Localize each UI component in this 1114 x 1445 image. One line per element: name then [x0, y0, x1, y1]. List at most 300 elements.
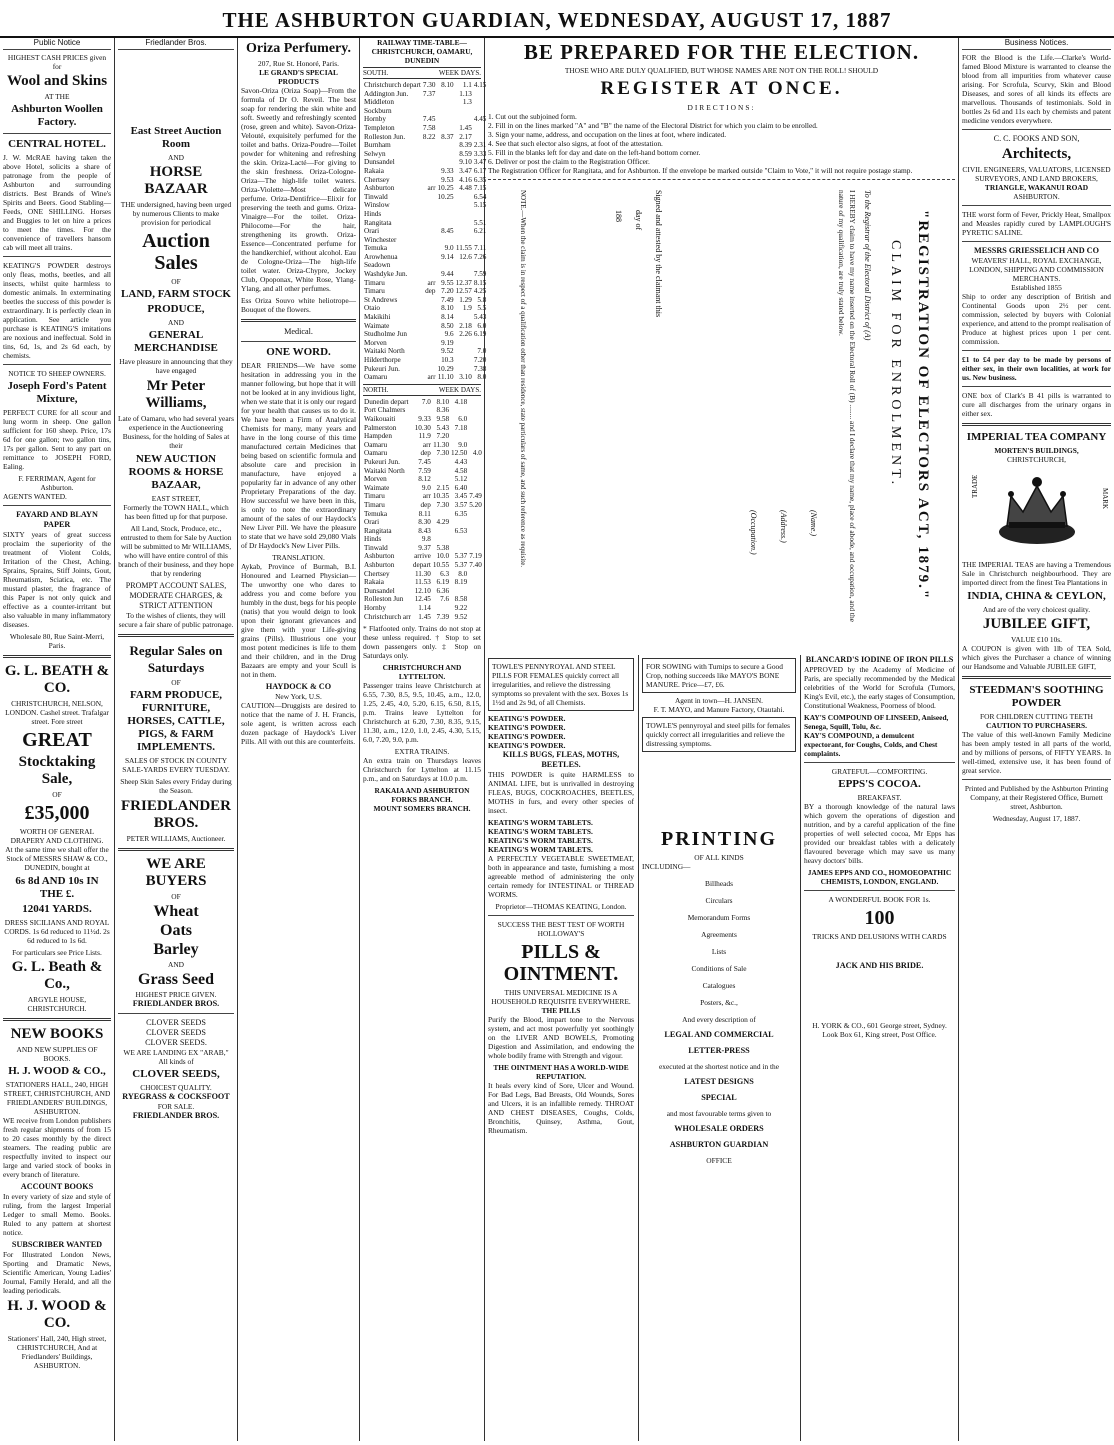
departure-time: 9.55 — [441, 278, 454, 287]
departure-time: 6.17 — [473, 166, 487, 175]
departure-time: 11.30 — [414, 569, 431, 578]
blancard-title: BLANCARD'S IODINE OF IRON PILLS — [805, 655, 954, 664]
epps-title: EPPS'S COCOA. — [838, 778, 921, 790]
griess-name: MESSRS GRIESSELICH AND CO — [974, 246, 1099, 255]
timetable-row — [363, 107, 487, 116]
divider — [962, 129, 1111, 130]
sheep-agent: F. FERRIMAN, Agent for Ashburton. — [18, 474, 96, 492]
buyers-firm: FRIEDLANDER BROS. — [132, 999, 220, 1008]
departure-time — [422, 141, 437, 150]
station-name: Ashburton — [364, 184, 395, 193]
oriza-addr: 207, Rue St. Honoré, Paris. — [258, 59, 339, 68]
station-name: Oamaru — [364, 373, 388, 382]
printing-special: SPECIAL — [701, 1093, 737, 1102]
worm-1: KEATING'S WORM TABLETS. — [488, 818, 593, 827]
wool-title: Wool and Skins — [6, 73, 108, 89]
departure-time: 4.45 — [473, 115, 487, 124]
departure-time: arr — [422, 440, 431, 449]
departure-time: 9.44 — [441, 270, 454, 279]
departure-time: 9.19 — [441, 338, 454, 347]
timetable-row — [363, 227, 487, 236]
departure-time: 9.53 — [441, 175, 454, 184]
station-name: Waimate — [364, 483, 390, 492]
departure-time — [455, 193, 473, 202]
departure-time — [422, 167, 437, 176]
station-name: Templeton — [364, 123, 395, 132]
tricks-title: TRICKS AND DELUSIONS WITH CARDS — [812, 932, 947, 941]
departure-time — [455, 210, 473, 219]
departure-time: 8.58 — [454, 595, 468, 604]
station-name: Middleton — [364, 98, 394, 107]
departure-time: 2.18 — [459, 321, 472, 330]
station-name: Pukeuri Jun. — [364, 457, 400, 466]
printing-title: PRINTING — [660, 828, 777, 850]
departure-time — [422, 253, 437, 262]
kills-head: KILLS BUGS, FLEAS, MOTHS, BEETLES. — [502, 750, 620, 769]
timetable-row — [363, 492, 483, 501]
jubilee-value: VALUE £10 10s. — [1011, 635, 1062, 644]
divider — [118, 634, 234, 637]
departure-time — [436, 90, 454, 99]
departure-time — [422, 296, 437, 305]
departure-time: 8.19 — [454, 578, 468, 587]
forks-head: RAKAIA AND ASHBURTON FORKS BRANCH. — [374, 786, 470, 805]
station-name: Rangitata — [364, 526, 392, 535]
architects-town: ASHBURTON. — [1013, 192, 1060, 201]
timetable-row — [363, 441, 483, 450]
and-label: AND — [167, 153, 184, 162]
station-name: Chertsey — [364, 175, 390, 184]
ointment-body: It heals every kind of Sore, Ulcer and Wound. For Bad Legs, Bad Breasts, Old Wounds, Sores and Ulcers, it is an infallible remedy. THROAT AND CHEST DISEASES, Coughs, Colds, Bronchitis, Quinsey, Asthma, Gout, Rheumatism. — [488, 1081, 634, 1135]
departure-time — [455, 270, 473, 279]
timetable-row — [363, 458, 483, 467]
buyers-oats: Oats — [160, 922, 192, 939]
teas-quality: And are of the very choicest quality. — [982, 605, 1091, 614]
departure-time: 7.58 — [422, 123, 436, 132]
departure-time: 10.25 — [437, 192, 454, 201]
printing-legal: LEGAL AND COMMERCIAL — [664, 1030, 774, 1039]
printing-terms: and most favourable terms given to — [666, 1109, 772, 1118]
beath-sub: CHRISTCHURCH, NELSON, LONDON. Cashel street. Trafalgar street. Fore street — [5, 699, 109, 726]
station-name: Seadown — [364, 261, 391, 270]
timetable-row — [363, 449, 483, 458]
departure-time: 4.18 — [454, 397, 468, 406]
divider — [241, 341, 356, 342]
timetable-row — [363, 322, 487, 331]
election-intro: THOSE WHO ARE DULY QUALIFIED, BUT WHOSE NAMES ARE NOT ON THE ROLL! SHOULD — [564, 66, 879, 75]
ointment-head: THE OINTMENT HAS A WORLD-WIDE REPUTATION. — [493, 1063, 629, 1081]
fayard-price: Wholesale 80, Rue Saint-Merri, Paris. — [9, 632, 105, 650]
departure-time — [422, 98, 437, 107]
trade-mark — [962, 468, 1111, 560]
fayard-body: SIXTY years of great success proclaim the superiority of the treatment of Violent Colds, Irritation of the Chest, Aching, Sprains, Sprains, Stiff Joints, Gout, Rheumatism, Sciatica, etc. The mustard plaster, the fragrance of this Paper is not only quick and effective as a counter-irritant but also valuable in many inflammatory diseases. — [3, 530, 111, 629]
books-subs: SUBSCRIBER WANTED — [11, 1240, 103, 1249]
station-name: Christchurch arr — [364, 612, 411, 621]
departure-time — [432, 535, 450, 544]
departure-time — [450, 406, 468, 415]
beath-body: At the same time we shall offer the Stock of MESSRS SHAW & CO., DUNEDIN, bought at — [5, 845, 109, 872]
kays-1: KAY'S COMPOUND OF LINSEED, Aniseed, Senega, Squill, Tolu, &c. — [804, 713, 949, 731]
clover-1: CLOVER SEEDS — [146, 1018, 206, 1027]
station-name: Port Chalmers — [364, 406, 406, 415]
timetable-row — [363, 167, 487, 176]
departure-time: 11.53 — [414, 578, 431, 587]
architects-title: Architects, — [1001, 146, 1072, 162]
departure-time: 5.37 — [454, 552, 468, 561]
departure-time: 10.29 — [437, 364, 454, 373]
station-name: Hampden — [364, 432, 392, 441]
departure-time: 4.29 — [436, 518, 450, 527]
station-name: Hinds — [364, 535, 382, 544]
departure-time: 1.9 — [462, 304, 472, 313]
departure-time: 2.31 — [473, 141, 487, 150]
epps-head: GRATEFUL—COMFORTING. — [831, 767, 928, 776]
timetable-row — [363, 356, 487, 365]
timetable-row — [363, 115, 487, 124]
departure-time — [436, 141, 454, 150]
books-subs-body: For Illustrated London News, Sporting and Dramatic News, Scientific American, Young Ladies' Journal, Family Herald, and all the leading periodicals. — [3, 1250, 111, 1295]
departure-time: 5.12 — [454, 475, 468, 484]
station-name: Palmerston — [364, 423, 397, 432]
departure-time: 7.39 — [436, 612, 450, 621]
station-name: Timaru — [364, 492, 385, 501]
departure-time — [432, 475, 450, 484]
timetable-row — [363, 201, 487, 210]
departure-time: 12.6 — [459, 252, 472, 261]
sheep-body: PERFECT CURE for all scour and lung worm in sheep. One gallon sufficient for 160 sheep. Price, 17s 6d for one gallon; two gallon tins, 17s per gallon. Sent to any part on remittance to JOSEPH FORD, Ealing. — [3, 408, 111, 471]
departure-time — [432, 510, 450, 519]
auction-room-title: East Street Auction Room — [130, 125, 222, 150]
departure-time: 7.30 — [436, 449, 450, 458]
departure-time: 1.45 — [418, 612, 431, 621]
departure-time — [422, 304, 437, 313]
departure-time: dep — [425, 287, 436, 296]
departure-time: 5.51 — [473, 218, 487, 227]
timetable-row — [363, 141, 487, 150]
departure-time: 7.15 — [473, 184, 487, 193]
departure-time — [422, 219, 437, 228]
register-title: REGISTER AT ONCE. — [600, 78, 843, 99]
auction-prompt: PROMPT ACCOUNT SALES, MODERATE CHARGES, & STRICT ATTENTION — [125, 581, 227, 610]
books-firm: H. J. WOOD & CO., — [8, 1065, 106, 1077]
departure-time: 10.25 — [437, 184, 454, 193]
station-name: Tinwald — [364, 192, 388, 201]
column-business — [959, 38, 1114, 1441]
architects-road: TRIANGLE, WAKANUI ROAD — [984, 183, 1089, 192]
timetable-row — [363, 184, 487, 193]
success-head: SUCCESS THE BEST TEST OF WORTH — [497, 920, 625, 929]
departure-time: 8.10 — [436, 397, 450, 406]
column-blancard — [801, 655, 958, 1441]
step-6: 6. Deliver or post the claim to the Registration Officer. — [488, 157, 650, 166]
election-block — [485, 38, 958, 653]
blood-ad: FOR the Blood is the Life.—Clarke's World-famed Blood Mixture is warranted to cleanse the blood from all impurities from whatever cause arising. For Scrofula, Scurvy, Skin and Blood Diseases, and sores of all kinds its effects are marvellous. Thousands of testimonials. Sold in bottles 2s 6d and 11s each by chemists and patent medicine vendors everywhere. — [962, 53, 1111, 125]
timetable-row — [363, 604, 483, 613]
beath-of: OF — [52, 790, 62, 799]
departure-time — [422, 227, 437, 236]
auction-rooms: NEW AUCTION ROOMS & HORSE BAZAAR, — [128, 453, 224, 491]
keating-3: KEATING'S POWDER. — [488, 732, 566, 741]
departure-time: 9.33 — [418, 414, 431, 423]
divider — [3, 1018, 111, 1021]
teas-countries: INDIA, CHINA & CEYLON, — [967, 590, 1106, 602]
station-name: Rolleston Jun — [364, 595, 404, 604]
departure-time — [422, 356, 437, 365]
departure-time — [422, 365, 437, 374]
departure-time: 12.57 — [455, 287, 472, 296]
station-name: Addington Jun. — [364, 89, 409, 98]
step-3: 3. Sign your name, address, and occupation on the lines at foot, where indicated. — [488, 130, 727, 139]
departure-time — [455, 236, 473, 245]
departure-time: 1.1 — [462, 81, 472, 89]
departure-time — [422, 236, 437, 245]
departure-time — [450, 432, 468, 441]
beath-dress: DRESS SICILIANS AND ROYAL CORDS. 1s 6d reduced to 11½d. 2s 6d reduced to 1s 6d. — [4, 918, 110, 945]
printing-office-2: OFFICE — [706, 1156, 732, 1165]
station-name: Morven — [364, 475, 387, 484]
masthead — [0, 0, 1114, 38]
departure-time — [455, 313, 473, 322]
keating-2: KEATING'S POWDER. — [488, 723, 566, 732]
departure-time — [436, 219, 454, 228]
departure-time: 4.25 — [473, 287, 487, 296]
departure-time: 7.45 — [422, 115, 436, 124]
departure-time — [432, 527, 450, 536]
griess-sub: WEAVERS' HALL, ROYAL EXCHANGE, LONDON, SHIPPING AND COMMISSION MERCHANTS. — [969, 256, 1104, 283]
departure-time — [455, 227, 473, 236]
divider — [962, 779, 1111, 780]
departure-time: 1.13 — [459, 89, 472, 98]
departure-time: 9.10 — [459, 158, 472, 167]
beath-worth: WORTH OF GENERAL DRAPERY AND CLOTHING. — [10, 827, 104, 845]
timetable-row — [363, 124, 487, 133]
departure-time: 9.58 — [436, 414, 450, 423]
departure-time: 2.17 — [459, 132, 472, 141]
column-railway — [360, 38, 487, 1441]
departure-time: 5.38 — [436, 543, 450, 552]
divider — [118, 1013, 234, 1014]
departure-time: depart — [412, 561, 431, 570]
station-name: Hilderthorpe — [364, 356, 401, 364]
departure-time: 8.15 — [473, 278, 487, 287]
departure-time: 6.40 — [454, 483, 468, 492]
departure-time: 8.12 — [418, 475, 431, 484]
station-name: Arowhenua — [364, 252, 398, 261]
printing-latest: LATEST DESIGNS — [684, 1077, 754, 1086]
williams-body: Late of Oamaru, who had several years experience in the Auctioneering Business, for the holding of Sales at their — [118, 414, 234, 450]
books-ledger-body: In every variety of size and style of ruling, from the largest Imperial Ledger to small Memo. Books. Ruled to any pattern at shortest notice. — [3, 1192, 111, 1237]
departure-time: 11.9 — [418, 432, 431, 441]
timetable-row — [363, 244, 487, 253]
departure-time — [455, 356, 473, 365]
imperial-city: CHRISTCHURCH, — [1007, 455, 1066, 464]
lyttelton-body: Passenger trains leave Christchurch at 6.55, 7.30, 8.5, 9.5, 10.45, a.m., 12.0, 1.25, 2.45, 4.0, 5.20, 6.15, 6.50, 8.15, p.m. Trains leave Lyttelton for Christchurch at 6.20, 7.30, 8.35, 9.15, 11.30, a.m., 12.0, 1.0, 2.45, 4.30, 5.15, 6.0, 7.20, 9.0, p.m. — [363, 681, 481, 745]
beath-title: G. L. BEATH & CO. — [4, 663, 110, 696]
oriza-title: Oriza Perfumery. — [246, 41, 351, 56]
buyers-title: WE ARE BUYERS — [145, 856, 207, 889]
departure-time: 8.50 — [441, 321, 454, 330]
departure-time — [422, 210, 437, 219]
departure-time: 8.43 — [418, 526, 431, 535]
print-item-posters: Posters, &c., — [700, 998, 738, 1007]
departure-time: 1.29 — [459, 295, 472, 304]
worm-body: A PERFECTLY VEGETABLE SWEETMEAT, both in appearance and taste, furnishing a most agreeable method of administering the only certain remedy for INTESTINAL or THREAD WORMS. — [488, 854, 634, 899]
keating-1: KEATING'S POWDER. — [488, 714, 566, 723]
departure-time — [422, 193, 437, 202]
timetable-row — [363, 415, 483, 424]
departure-time: 8.10 — [441, 304, 454, 313]
york-addr: H. YORK & CO., 601 George street, Sydney. Look Box 61, King street, Post Office. — [812, 1021, 947, 1039]
worm-2: KEATING'S WORM TABLETS. — [488, 827, 593, 836]
form-occupation: (Occupation.) — [749, 510, 758, 555]
timetable-row — [363, 613, 483, 622]
books-foot: H. J. WOOD & CO. — [7, 1298, 107, 1331]
printing-letterpress: LETTER-PRESS — [688, 1046, 750, 1055]
departure-time: 5.5 — [477, 304, 487, 313]
station-name: Hinds — [364, 209, 382, 218]
departure-time — [455, 201, 473, 210]
books-foot-addr: Stationers' Hall, 240, High street, CHRISTCHURCH, And at Friedlanders' Buildings, ASHBURTON. — [7, 1334, 107, 1370]
departure-time — [422, 244, 437, 253]
mayo-name: F. T. MAYO, and Manure Factory, Otautahi. — [653, 705, 785, 714]
hotel-body: J. W. McRAE having taken the above Hotel, solicits a share of patronage from the people of Ashburton and surrounding districts. Best Brands of Wine's Spirits and Beers. Good Stabling—Feeds, ONE SHILLING. Horses and Buggies to let on hire a prices to meet the times. For the convenience of travellers hansom cab will meet all trains. — [3, 153, 111, 252]
trans-body: Aykab, Province of Burmah, B.I. Honoured and Learned Physician—The unworthy one who dares to address you and come before you humbly in the dust, begs for his people (natis) that you would deign to look upon their ignorant grievances and give them with your Life-giving grains (Pills). Illustrious one your most potent medicines is life to them and their children, and in the Drug Bazaars are empty and your Scull is not in them. — [241, 562, 356, 679]
departure-time — [455, 219, 473, 228]
beath-title-2: G. L. Beath & Co., — [11, 959, 103, 992]
departure-time — [455, 339, 473, 348]
divider — [962, 350, 1111, 351]
departure-time — [422, 176, 437, 185]
station-name: Sockburn — [364, 106, 392, 115]
timetable-row — [363, 518, 483, 527]
departure-time — [422, 270, 437, 279]
departure-time: 8.37 — [441, 132, 454, 141]
departure-time: 4.43 — [454, 457, 468, 466]
station-name: Otaio — [364, 304, 380, 313]
timetable-row — [363, 261, 487, 270]
beath-great: GREAT — [22, 729, 92, 751]
step-1: 1. Cut out the subjoined form. — [488, 112, 577, 121]
departure-time: 5.43 — [436, 423, 450, 432]
departure-time: 9.0 — [421, 483, 431, 492]
jubilee-coupon: A COUPON is given with 1lb of TEA Sold, which gives the Purchaser a chance of winning our Handsome and Valuable JUBILEE GIFT, — [962, 644, 1111, 671]
form-signed: Signed and attested by the claimant this — [654, 190, 663, 318]
timetable-row — [363, 510, 483, 519]
departure-time: 10.35 — [432, 492, 450, 501]
worm-4: KEATING'S WORM TABLETS. — [488, 845, 593, 854]
holloway-name: HOLLOWAY'S — [537, 929, 585, 938]
timetable-row — [363, 210, 487, 219]
timetable-row — [363, 270, 487, 279]
station-name: Burnham — [364, 141, 391, 150]
station-name: Timaru — [364, 500, 385, 509]
timetable-row — [363, 552, 483, 561]
departure-time: 8.36 — [436, 406, 450, 415]
trans-head: TRANSLATION. — [272, 553, 325, 562]
departure-time — [412, 406, 432, 415]
timetable-row — [363, 398, 483, 407]
regular-auc: PETER WILLIAMS, Auctioneer. — [126, 834, 226, 843]
timetable-row — [363, 424, 483, 433]
jack-title: JACK AND HIS BRIDE. — [835, 961, 924, 970]
departure-time: 2.15 — [436, 483, 450, 492]
towle-ad-2: TOWLE'S pennyroyal and steel pills for females quickly correct all irregularities and relieve the distressing symptoms. — [642, 717, 796, 752]
station-name: Ashburton — [364, 561, 395, 570]
timetable-north — [363, 398, 483, 621]
departure-time — [455, 107, 473, 116]
departure-time: 9.0 — [458, 440, 468, 449]
station-name: Waitaki North — [364, 347, 405, 356]
departure-time: 8.59 — [459, 149, 472, 158]
horse-bazaar-title: HORSE BAZAAR — [144, 164, 208, 197]
griess-body: Ship to order any description of British and Continental Goods upon 2½ per cent. commission, selected by buyers with Colonial experience, and attend to the prompt realisation of Produce at highest prices upon 1 per cent. commission. — [962, 292, 1111, 346]
printing-kinds: OF ALL KINDS — [694, 853, 744, 862]
timetable-row — [363, 475, 483, 484]
station-name: Selwyn — [364, 149, 386, 158]
timetable-row — [363, 236, 487, 245]
auction-pleasure: Have pleasure in announcing that they have engaged — [119, 357, 233, 375]
departure-time: 7.11 — [474, 244, 487, 253]
station-name: Waimate — [364, 321, 390, 330]
departure-time: 8.39 — [459, 141, 472, 150]
divider — [3, 133, 111, 134]
departure-time — [422, 201, 437, 210]
station-name: Washdyke Jun. — [364, 270, 408, 279]
departure-time: 7.20 — [441, 287, 454, 296]
departure-time: 9.52 — [454, 612, 468, 621]
departure-time: 10.0 — [436, 552, 450, 561]
divider — [962, 676, 1111, 679]
departure-time: 12.37 — [455, 278, 472, 287]
timetable-row — [363, 347, 487, 356]
departure-time: 7.26 — [473, 252, 487, 261]
departure-time: 7.49 — [441, 295, 454, 304]
wool-at: AT THE — [44, 92, 70, 101]
departure-time: 8.45 — [441, 227, 454, 236]
printing-wholesale: WHOLESALE ORDERS — [674, 1124, 764, 1133]
station-name: Temuka — [364, 244, 388, 253]
station-name: Dunsandel — [364, 158, 395, 167]
departure-time: 3.47 — [459, 166, 472, 175]
regular-items: FARM PRODUCE, FURNITURE, HORSES, CATTLE, PIGS, & FARM IMPLEMENTS. — [127, 689, 225, 753]
pyretic-ad: THE worst form of Fever, Prickly Heat, Smallpox and Measles rapidly cured by LAMPLOUGH'S PYRETIC SALINE. — [962, 210, 1111, 237]
departure-time — [455, 115, 473, 124]
printing-executed: executed at the shortest notice and in the — [658, 1062, 780, 1071]
clover-landing: WE ARE LANDING EX "ARAB," All kinds of — [123, 1048, 229, 1066]
departure-time: 8.30 — [418, 518, 431, 527]
departure-time — [422, 150, 437, 159]
departure-time: 2.26 — [459, 330, 472, 339]
oriza-body: Savon-Oriza (Oriza Soap)—From the formula of Dr O. Reveil. The best soap for rendering the skin white and soft. Sweetly and refreshingly scented (rose, green and white). Savon-Oriza-Velouté, exquisitely perfumed for the toilet and baths. Orizа-Poudre—Toilet powder for whitening and refreshing the skin. Oriza-Lacté—For giving to the skin freshness. Oriza-Cologne-Oriza—The high-life toilet waters. Oriza-Violette—Most delicate perfume. Oriza-Dentifrice—Elixir for preserving the teeth and gums. Oriza-Vinaigre—For the toilet. Orizа-Philocome—For the hair, strengthening its growth. Oriza-Essence—Concentrated perfume for the handkerchief, without alcohol. Eau de Cologne-Oriza—The high-life toilet water. Orizа-Chypre, Jockey Club, Opoponax, White Rose, Ylang-Ylang, and all other perfumes. — [241, 86, 356, 293]
departure-time: 3.10 — [459, 373, 472, 382]
departure-time: 7.20 — [473, 356, 487, 364]
departure-time: 4.15 — [473, 81, 487, 89]
timetable-row — [363, 219, 487, 228]
station-name: Dunedin depart — [364, 397, 409, 406]
column-head: Friedlander Bros. — [118, 38, 234, 50]
auction-formerly: Formerly the TOWN HALL, which has been fitted up for that purpose. — [123, 503, 229, 521]
regular-firm: FRIEDLANDER BROS. — [120, 798, 231, 831]
departure-time — [422, 261, 437, 270]
timetable-row — [363, 133, 487, 142]
mount-head: MOUNT SOMERS BRANCH. — [373, 804, 471, 814]
departure-time: 9.37 — [418, 543, 431, 552]
pills-title: PILLS & OINTMENT. — [503, 941, 619, 985]
station-name: Winslow — [364, 201, 390, 210]
departure-time: 9.33 — [441, 166, 454, 175]
departure-time: 3.33 — [473, 149, 487, 158]
print-item-conditions: Conditions of Sale — [691, 964, 747, 973]
